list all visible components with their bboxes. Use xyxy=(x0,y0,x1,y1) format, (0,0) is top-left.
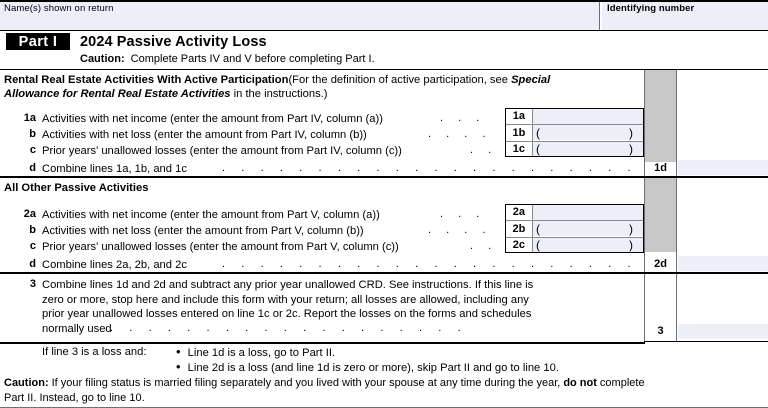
shaded-column-block-2 xyxy=(645,178,677,252)
line-2c-leader: . . xyxy=(470,240,498,252)
line-3-bullet-2 xyxy=(176,361,559,374)
line-1d-tag: 1d xyxy=(654,161,667,174)
rental-heading-italic-2: Allowance for Rental Real Estate Activities xyxy=(4,88,231,100)
line-1a-tag: 1a xyxy=(512,110,526,123)
answer-column-left-rule xyxy=(644,70,645,342)
box-group-1-tag-rule xyxy=(532,109,533,157)
line-1c-text: Prior years' unallowed losses (enter the amount from Part IV, column (c)) xyxy=(42,145,402,157)
line-2c-close-paren: ) xyxy=(629,238,633,253)
part-caution-prefix: Caution: xyxy=(80,53,125,65)
line-2b-leader: . . . . xyxy=(428,224,492,236)
header-bottom-rule xyxy=(0,30,768,32)
line-3-bottom-rule xyxy=(0,342,645,344)
line-3-text-row-4: normally used xyxy=(42,322,112,335)
line-3-bullet-1 xyxy=(176,346,335,359)
line-1d-value-field[interactable] xyxy=(678,160,768,175)
rental-heading-italic-1: Special xyxy=(511,74,551,86)
line-1a-value-field[interactable] xyxy=(533,109,643,124)
line-2b-number: b xyxy=(29,224,36,236)
line-3-number: 3 xyxy=(29,278,36,290)
line-2c-text: Prior years' unallowed losses (enter the amount from Part V, column (c)) xyxy=(42,241,399,253)
line-1b-open-paren: ( xyxy=(536,126,540,140)
line-2d-value-field[interactable] xyxy=(678,256,768,271)
box-group-2-tag-rule xyxy=(532,205,533,253)
footer-caution-text-2: complete xyxy=(599,377,645,389)
footer-caution-prefix: Caution: xyxy=(4,377,49,389)
line-1a-leader: . . . xyxy=(440,112,486,124)
line-3-text-row-2: zero or more, stop here and include this form with your return; all losses are allowed, including any xyxy=(42,293,529,306)
line-3-bullet-1-text: Line 1d is a loss, go to Part II. xyxy=(187,347,336,359)
line-1b-value-field[interactable] xyxy=(533,125,643,140)
line-1c-open-paren: ( xyxy=(536,142,540,157)
line-2a-tag: 2a xyxy=(512,206,526,219)
line-1c-close-paren: ) xyxy=(629,142,633,157)
line-2b-tag: 2b xyxy=(512,222,526,235)
line-2b-open-paren: ( xyxy=(536,222,540,236)
identifying-number-label: Identifying number xyxy=(607,3,695,14)
line-2c-open-paren: ( xyxy=(536,238,540,253)
line-1c-leader: . . xyxy=(470,144,498,156)
bullet-dot-icon: • xyxy=(176,344,181,359)
line-3-value-field[interactable] xyxy=(678,324,768,339)
rental-section-heading xyxy=(4,73,640,101)
footer-caution-text-1: If your filing status is married filing separately and you lived with your spouse at any time during the year, xyxy=(51,377,561,389)
line-2d-leader: . . . . . . . . . . . . . . . . . . . . . . xyxy=(222,258,638,270)
line-1b-text: Activities with net loss (enter the amount from Part IV, column (b)) xyxy=(42,129,367,141)
line-1b-number: b xyxy=(29,128,36,140)
rental-heading-bold: Rental Real Estate Activities With Active Participation xyxy=(4,74,289,86)
footer-caution-bold-1: do not xyxy=(563,377,597,389)
line-2c-number: c xyxy=(29,240,36,252)
line-2a-leader: . . . xyxy=(440,208,486,220)
part-number-tag: Part I xyxy=(6,33,70,50)
line-2a-value-field[interactable] xyxy=(533,205,643,220)
names-shown-label: Name(s) shown on return xyxy=(4,3,114,14)
line-1a-text: Activities with net income (enter the amount from Part IV, column (a)) xyxy=(42,113,383,125)
line-1b-tag: 1b xyxy=(512,126,526,139)
line-2c-tag: 2c xyxy=(512,238,526,251)
line-1c-number: c xyxy=(29,144,36,156)
part-title: 2024 Passive Activity Loss xyxy=(80,34,267,50)
line-3-leader: . . . . . . . . . . . . . . . . . . . xyxy=(110,321,468,334)
line-2d-bottom-rule xyxy=(0,272,768,274)
line-3-text-row-1: Combine lines 1d and 2d and subtract any prior year unallowed CRD. See instructions. If this line is xyxy=(42,279,534,291)
footer-caution-row-2: Part II. Instead, go to line 10. xyxy=(4,392,145,404)
line-2d-text: Combine lines 2a, 2b, and 2c xyxy=(42,259,187,271)
line-2a-number: 2a xyxy=(23,208,36,220)
line-2b-value-field[interactable] xyxy=(533,221,643,236)
line-2c-value-field[interactable] xyxy=(533,238,643,253)
other-section-heading: All Other Passive Activities xyxy=(4,182,149,194)
line-1d-bottom-rule xyxy=(0,176,768,178)
line-2b-text: Activities with net loss (enter the amount from Part V, column (b)) xyxy=(42,225,364,237)
rental-heading-normal-1: (For the definition of active participation, see xyxy=(288,74,512,86)
line-1a-number: 1a xyxy=(23,112,36,124)
line-2a-text: Activities with net income (enter the amount from Part V, column (a)) xyxy=(42,209,380,221)
line-1d-number: d xyxy=(29,162,36,174)
line-3-bullet-2-text: Line 2d is a loss (and line 1d is zero or more), skip Part II and go to line 10. xyxy=(187,362,559,374)
answer-column-bottom-rule xyxy=(644,341,768,343)
line-3-condition-label: If line 3 is a loss and: xyxy=(42,346,147,358)
line-2b-close-paren: ) xyxy=(629,222,633,236)
line-2d-tag: 2d xyxy=(654,257,667,270)
footer-caution-row-1 xyxy=(4,377,645,389)
line-3-tag: 3 xyxy=(657,325,664,337)
rental-heading-normal-2: in the instructions.) xyxy=(230,88,328,100)
line-2d-number: d xyxy=(29,258,36,270)
line-1b-leader: . . . . xyxy=(428,128,492,140)
line-1d-text: Combine lines 1a, 1b, and 1c xyxy=(42,163,187,175)
line-1c-value-field[interactable] xyxy=(533,142,643,157)
answer-column-inner-rule xyxy=(676,70,677,342)
line-1b-close-paren: ) xyxy=(629,126,633,140)
line-1d-leader: . . . . . . . . . . . . . . . . . . . . . . xyxy=(222,162,638,174)
line-3-text-row-3: prior year unallowed losses entered on line 1c or 2c. Report the losses on the forms and schedules xyxy=(42,308,532,321)
shaded-column-block-1 xyxy=(645,70,677,162)
part-caution xyxy=(80,53,375,65)
part-caution-text: Complete Parts IV and V before completing Part I. xyxy=(130,53,375,65)
line-1c-tag: 1c xyxy=(512,142,526,155)
header-column-divider xyxy=(599,2,600,30)
bullet-dot-icon: • xyxy=(176,359,181,374)
